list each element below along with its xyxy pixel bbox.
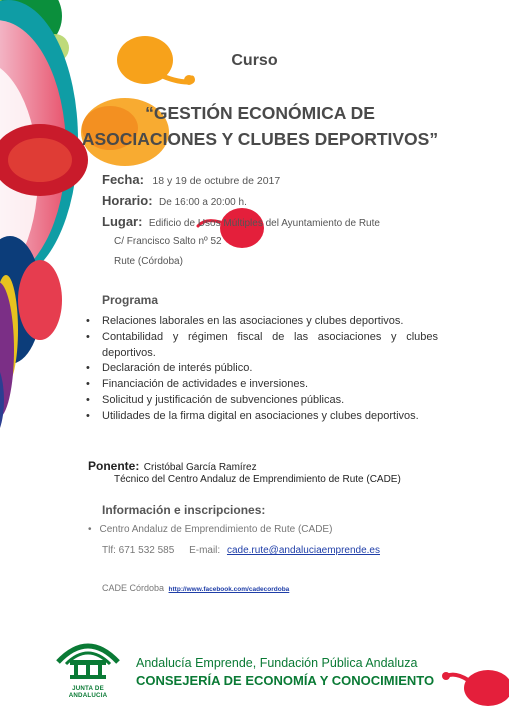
email-label: E-mail: — [189, 545, 221, 556]
horario-value: De 16:00 a 20:00 h. — [159, 197, 247, 208]
programa-item: • Contabilidad y régimen fiscal de las asociaciones y clubes deportivos. — [86, 330, 438, 362]
ponente-label: Ponente: — [88, 459, 140, 473]
programa-heading: Programa — [102, 293, 159, 307]
cade-cordoba-row — [102, 583, 289, 593]
cade-cordoba-label: CADE Córdoba — [102, 583, 165, 593]
fecha-row — [102, 171, 280, 189]
course-label: Curso — [231, 52, 278, 69]
junta-andalucia-emblem-icon — [52, 636, 124, 680]
address-line1: C/ Francisco Salto nº 52 — [114, 236, 222, 247]
fecha-value: 18 y 19 de octubre de 2017 — [152, 175, 281, 187]
programa-item: • Relaciones laborales en las asociaciones y clubes deportivos. — [86, 314, 438, 330]
lugar-label: Lugar: — [102, 214, 143, 229]
email-link[interactable]: cade.rute@andaluciaemprende.es — [226, 545, 380, 556]
ponente-role: Técnico del Centro Andaluz de Emprendimiento de Rute (CADE) — [114, 474, 401, 485]
fecha-label: Fecha: — [102, 172, 144, 187]
programa-item: • Declaración de interés público. — [86, 361, 438, 377]
course-title-line2: ASOCIACIONES Y CLUBES DEPORTIVOS” — [81, 129, 439, 149]
info-center: Centro Andaluz de Emprendimiento de Rute (CADE) — [99, 524, 333, 535]
horario-label: Horario: — [102, 193, 153, 208]
programa-item: • Utilidades de la firma digital en asociaciones y clubes deportivos. — [86, 409, 438, 425]
facebook-link[interactable]: http://www.facebook.com/cadecordoba — [168, 586, 290, 593]
programa-item: • Financiación de actividades e inversiones. — [86, 377, 438, 393]
red-corner-splash-shape — [464, 670, 509, 706]
course-title-line1: “GESTIÓN ECONÓMICA DE — [145, 103, 375, 123]
ponente-row — [88, 457, 257, 475]
lugar-row — [102, 213, 380, 231]
ponente-name: Cristóbal García Ramírez — [143, 462, 257, 473]
programa-item: • Solicitud y justificación de subvenciones públicas. — [86, 393, 438, 409]
contact-row — [102, 545, 380, 556]
red-wave-shape — [18, 260, 62, 340]
phone-text: Tlf: 671 532 585 — [102, 545, 175, 556]
lugar-value: Edificio de Usos Múltiples del Ayuntamiento de Rute — [148, 218, 380, 229]
footer-line2: CONSEJERÍA DE ECONOMÍA Y CONOCIMIENTO — [136, 673, 435, 688]
footer-line1: Andalucía Emprende, Fundación Pública Andaluza — [136, 656, 418, 670]
info-heading: Información e inscripciones: — [102, 503, 266, 517]
junta-andalucia-logo — [52, 636, 124, 699]
programa-list — [86, 314, 438, 425]
junta-andalucia-text: JUNTA DE ANDALUCIA — [68, 685, 108, 699]
info-center-row: • Centro Andaluz de Emprendimiento de Rute (CADE) — [88, 524, 333, 535]
address-line2: Rute (Córdoba) — [114, 256, 183, 267]
horario-row — [102, 192, 247, 210]
